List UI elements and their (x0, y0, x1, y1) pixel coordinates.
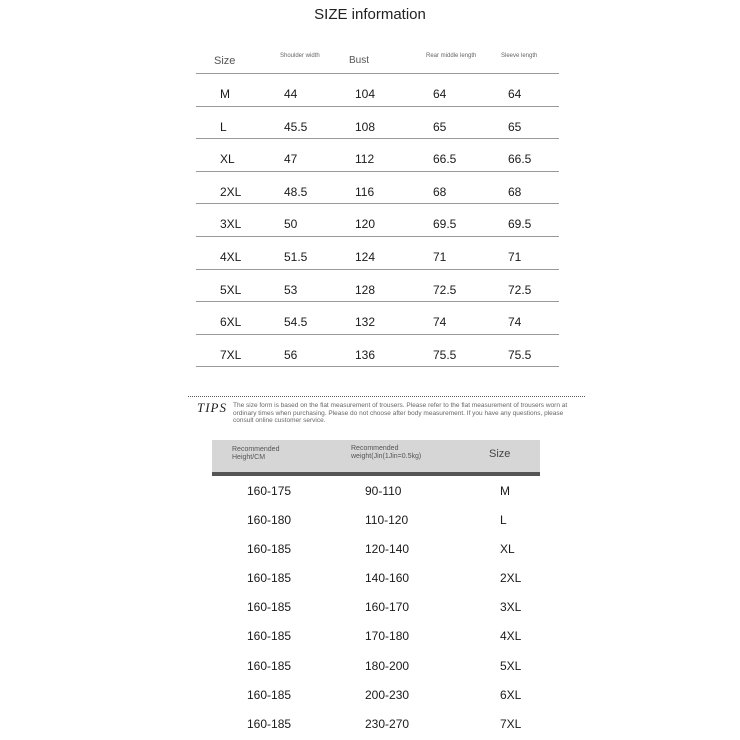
cell-size: 5XL (220, 282, 242, 297)
cell-shoulder: 45.5 (284, 119, 308, 134)
cell-shoulder: 48.5 (284, 184, 308, 199)
header-rear-middle-length: Rear middle length (426, 53, 477, 59)
table-row (196, 172, 559, 205)
cell-sleeve: 69.5 (508, 217, 532, 232)
cell-height: 160-185 (247, 687, 292, 702)
cell-size: 4XL (500, 629, 522, 644)
table-row (212, 680, 540, 709)
cell-size: 5XL (500, 658, 522, 673)
cell-size: 7XL (220, 347, 242, 362)
cell-weight: 120-140 (365, 542, 410, 557)
cell-bust: 108 (355, 119, 376, 134)
cell-bust: 120 (355, 217, 376, 232)
cell-weight: 110-120 (365, 513, 409, 528)
cell-size: 7XL (500, 716, 522, 731)
cell-bust: 116 (355, 184, 375, 199)
header-recommended-height: Recommended Height/CM (232, 446, 280, 461)
header-size: Size (214, 55, 236, 67)
cell-rear: 69.5 (433, 217, 457, 232)
cell-bust: 124 (355, 249, 376, 264)
cell-rear: 68 (433, 184, 447, 199)
cell-bust: 136 (355, 347, 376, 362)
table-row (196, 237, 559, 270)
cell-weight: 140-160 (365, 571, 410, 586)
cell-sleeve: 71 (508, 249, 522, 264)
cell-rear: 75.5 (433, 347, 457, 362)
cell-size: 3XL (220, 217, 242, 232)
cell-height: 160-185 (247, 571, 292, 586)
table-row (196, 204, 559, 237)
table-row (196, 107, 559, 140)
cell-size: L (500, 513, 507, 528)
table-row (196, 270, 559, 303)
cell-sleeve: 66.5 (508, 152, 532, 167)
cell-shoulder: 44 (284, 87, 298, 101)
table-row (212, 476, 540, 505)
cell-shoulder: 56 (284, 347, 298, 362)
cell-bust: 128 (355, 282, 376, 297)
tips-label: TIPS (197, 400, 227, 415)
cell-bust: 112 (355, 152, 375, 167)
size-table-body (196, 74, 559, 367)
cell-weight: 90-110 (365, 484, 402, 498)
cell-shoulder: 54.5 (284, 315, 308, 330)
cell-rear: 71 (433, 249, 447, 264)
cell-rear: 65 (433, 119, 447, 134)
cell-sleeve: 65 (508, 119, 522, 134)
cell-weight: 230-270 (365, 716, 410, 731)
tips-text: The size form is based on the flat measurement of trousers. Please refer to the flat measurement of trousers worn at ordinary times when purchasing. Please do not choose after body measurement. If you have any questions, please consult online customer service. (233, 402, 568, 424)
header-size: Size (489, 448, 511, 460)
cell-rear: 64 (433, 87, 447, 101)
size-table (196, 45, 559, 367)
cell-size: 3XL (500, 600, 522, 615)
cell-rear: 66.5 (433, 152, 457, 167)
recommendation-table-header (212, 440, 540, 476)
cell-weight: 180-200 (365, 658, 410, 673)
cell-size: XL (220, 152, 235, 167)
table-row (196, 335, 559, 368)
cell-height: 160-175 (247, 484, 292, 498)
cell-shoulder: 51.5 (284, 249, 308, 264)
header-shoulder-width: Shoulder width (280, 53, 320, 59)
table-row (212, 651, 540, 680)
cell-size: 4XL (220, 249, 242, 264)
cell-shoulder: 47 (284, 152, 298, 167)
cell-sleeve: 72.5 (508, 282, 532, 297)
cell-size: 2XL (220, 184, 242, 199)
cell-rear: 72.5 (433, 282, 457, 297)
cell-size: XL (500, 542, 515, 557)
cell-sleeve: 74 (508, 315, 522, 330)
table-row (196, 139, 559, 172)
cell-sleeve: 75.5 (508, 347, 532, 362)
size-table-header (196, 45, 559, 74)
table-row (196, 74, 559, 107)
cell-weight: 160-170 (365, 600, 410, 615)
page-title: SIZE information (314, 6, 426, 23)
cell-shoulder: 53 (284, 282, 298, 297)
cell-bust: 104 (355, 87, 376, 101)
cell-shoulder: 50 (284, 217, 298, 232)
cell-size: L (220, 119, 227, 134)
cell-weight: 170-180 (365, 629, 410, 644)
table-row (212, 534, 540, 563)
cell-height: 160-185 (247, 658, 292, 673)
cell-weight: 200-230 (365, 687, 410, 702)
cell-height: 160-185 (247, 542, 292, 557)
cell-sleeve: 64 (508, 87, 522, 101)
header-sleeve-length: Sleeve length (501, 53, 538, 59)
cell-size: 2XL (500, 571, 522, 586)
recommendation-table-body (212, 476, 540, 738)
cell-height: 160-185 (247, 629, 292, 644)
table-row (212, 505, 540, 534)
cell-size: M (500, 484, 510, 498)
cell-size: 6XL (220, 315, 242, 330)
cell-size: 6XL (500, 687, 522, 702)
cell-rear: 74 (433, 315, 447, 330)
table-row (196, 302, 559, 335)
header-bust: Bust (349, 55, 370, 66)
cell-bust: 132 (355, 315, 376, 330)
header-recommended-weight: Recommended weight(Jin(1Jin=0.5kg) (351, 445, 422, 460)
table-row (212, 709, 540, 738)
cell-height: 160-185 (247, 600, 292, 615)
cell-height: 160-185 (247, 716, 292, 731)
cell-sleeve: 68 (508, 184, 522, 199)
table-row (212, 621, 540, 650)
table-row (212, 563, 540, 592)
table-row (212, 592, 540, 621)
cell-size: M (220, 87, 230, 101)
cell-height: 160-180 (247, 513, 292, 528)
tips-divider (188, 396, 585, 397)
